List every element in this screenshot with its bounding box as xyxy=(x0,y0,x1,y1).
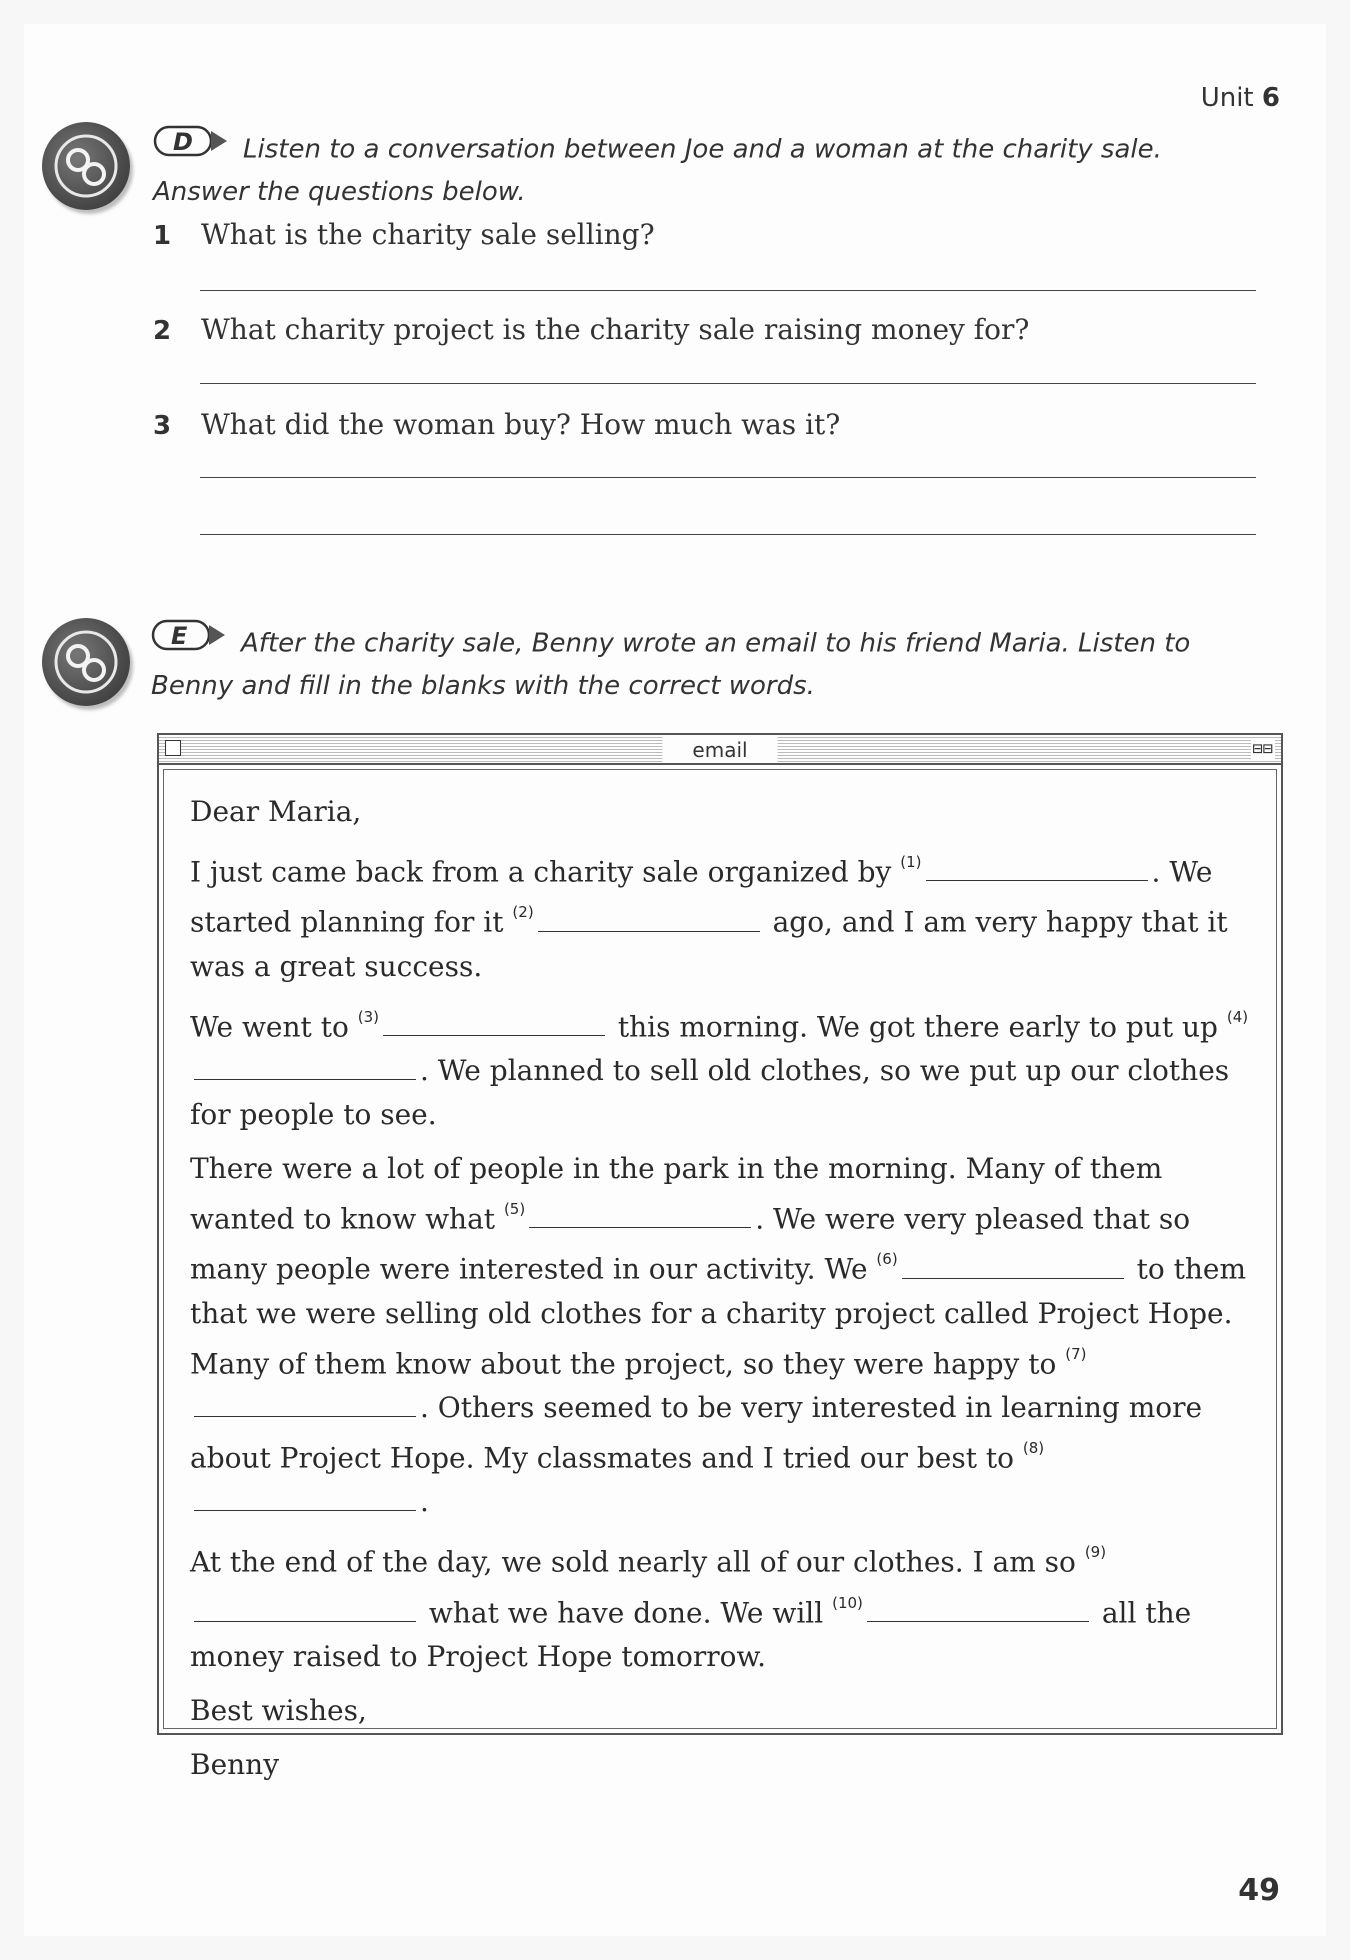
audio-cd-icon xyxy=(42,618,130,706)
close-box-icon[interactable] xyxy=(165,740,181,756)
email-paragraph-1: I just came back from a charity sale organized by $^{(1)}$ . We started planning for it $^{(2)}$ ago, and I am very happy that it was a great success. xyxy=(190,853,1228,983)
audio-cd-icon xyxy=(42,122,130,210)
answer-line-3a[interactable] xyxy=(200,477,1256,478)
blank-6[interactable] xyxy=(902,1250,1124,1279)
blank-3[interactable] xyxy=(383,1007,605,1036)
question-3: 3 What did the woman buy? How much was it? xyxy=(153,408,841,441)
section-d-badge xyxy=(153,125,231,169)
section-e-letter: E xyxy=(171,622,188,650)
blank-9[interactable] xyxy=(194,1593,416,1622)
email-paragraph-2: We went to $^{(3)}$ this morning. We got there early to put up $^{(4)}$. We planned to sell old clothes, so we put up our clothes for people to see. xyxy=(190,1007,1249,1131)
unit-label: Unit 6 xyxy=(1200,83,1280,113)
email-signature: Benny xyxy=(190,1747,280,1781)
play-arrow-icon xyxy=(209,625,225,645)
window-resize-icon[interactable]: ⊟⊟ xyxy=(1252,739,1273,759)
blank-10[interactable] xyxy=(867,1593,1089,1622)
play-arrow-icon xyxy=(211,131,227,151)
blank-7[interactable] xyxy=(194,1388,416,1417)
section-d-instruction: D Listen to a conversation between Joe and a woman at the charity sale. Answer the questions below. xyxy=(153,128,1243,212)
question-1: 1 What is the charity sale selling? xyxy=(153,218,655,251)
blank-1[interactable] xyxy=(926,852,1148,881)
section-e-badge xyxy=(151,619,229,663)
answer-line-1[interactable] xyxy=(200,290,1256,291)
email-closing: Best wishes, xyxy=(190,1693,367,1727)
page-number: 49 xyxy=(1238,1873,1280,1908)
email-paragraph-4: At the end of the day, we sold nearly all of our clothes. I am so $^{(9)}$ what we have done. We will $^{(10)}$ all the money raised to Project Hope tomorrow. xyxy=(190,1543,1192,1673)
section-d-letter: D xyxy=(173,128,193,156)
blank-4[interactable] xyxy=(194,1051,416,1080)
blank-8[interactable] xyxy=(194,1482,416,1511)
email-paragraph-3: There were a lot of people in the park in the morning. Many of them wanted to know what $^{(5)}$ . We were very pleased that so many people were interested in our activity. We $^{(6)}$ to them that we were selling old clothes for a charity project called Project Hope. Many of them know about the project, so they were happy to $^{(7)}$. Others seemed to be very interested in learning more about Project Hope. My classmates and I tried our best to $^{(8)}$. xyxy=(190,1151,1246,1519)
answer-line-2[interactable] xyxy=(200,383,1256,384)
email-window-title: email xyxy=(662,735,777,763)
blank-2[interactable] xyxy=(538,903,760,932)
email-titlebar xyxy=(159,735,1281,765)
email-body xyxy=(190,790,1258,1797)
blank-5[interactable] xyxy=(529,1199,751,1228)
question-2: 2 What charity project is the charity sale raising money for? xyxy=(153,313,1030,346)
answer-line-3b[interactable] xyxy=(200,534,1256,535)
section-e-instruction: E After the charity sale, Benny wrote an email to his friend Maria. Listen to Benny and fill in the blanks with the correct words. xyxy=(151,622,1241,706)
email-greeting: Dear Maria, xyxy=(190,795,362,828)
